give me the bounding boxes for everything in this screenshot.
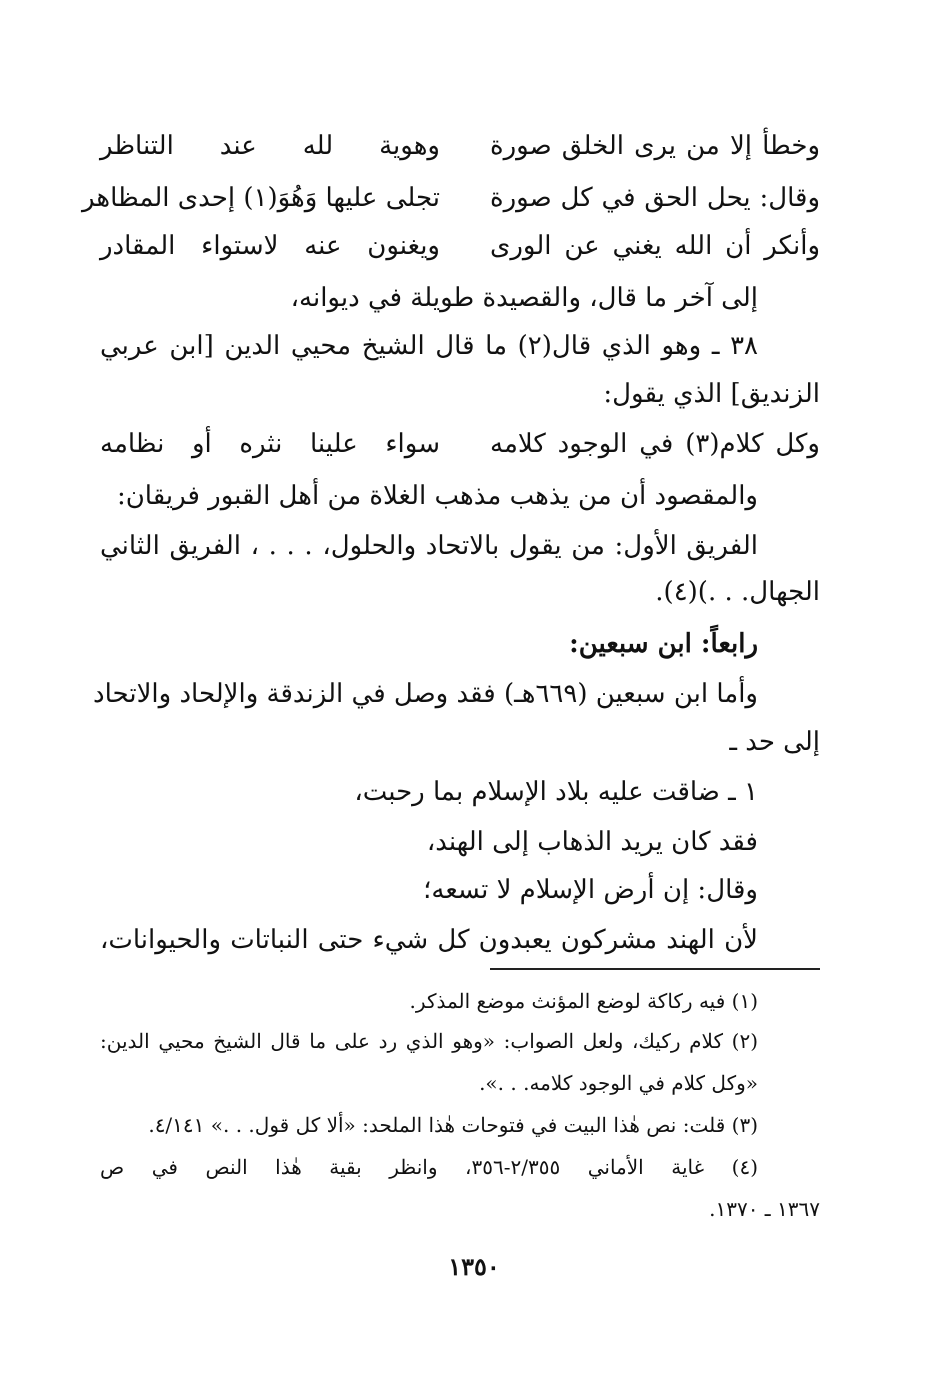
body-line: الفريق الأول: من يقول بالاتحاد والحلول، . . . ، الفريق الثاني: [100, 531, 758, 561]
verse-line: [100, 424, 820, 464]
body-line: الجهال. . .)(٤).: [655, 577, 820, 607]
verse-hemistich-second: ويغنون عنه لاستواء المقادر: [100, 231, 440, 261]
footnote: «وكل كلام في الوجود كلامه. . .».: [479, 1071, 758, 1095]
footnote: (٤) غاية الأماني ٢/٣٥٥-٣٥٦، وانظر بقية هٰذا النص في ص: [100, 1155, 758, 1179]
verse-hemistich-second: وهوية لله عند التناظر: [100, 131, 440, 161]
footnote-separator: [490, 968, 820, 970]
body-line: وأما ابن سبعين (٦٦٩هـ) فقد وصل في الزندقة والإلحاد والاتحاد: [93, 679, 758, 709]
page-number: ١٣٥٠: [448, 1252, 500, 1281]
body-line: ٣٨ ـ وهو الذي قال(٢) ما قال الشيخ محيي الدين [ابن عربي: [100, 331, 759, 361]
body-line: الزنديق] الذي يقول:: [603, 379, 820, 409]
footnote: ١٣٦٧ ـ ١٣٧٠.: [709, 1197, 820, 1221]
body-line: إلى آخر ما قال، والقصيدة طويلة في ديوانه،: [290, 283, 758, 313]
body-line: والمقصود أن من يذهب مذهب الغلاة من أهل القبور فريقان:: [116, 481, 758, 511]
footnote: (١) فيه ركاكة لوضع المؤنث موضع المذكر.: [409, 989, 758, 1013]
verse-hemistich-first: وخطأ إلا من يرى الخلق صورة: [490, 131, 820, 161]
list-item: فقد كان يريد الذهاب إلى الهند،: [426, 827, 758, 857]
verse-line: [82, 178, 820, 218]
verse-line: [100, 126, 820, 166]
verse-hemistich-second: سواء علينا نثره أو نظامه: [100, 429, 440, 459]
verse-hemistich-first: وقال: يحل الحق في كل صورة: [490, 183, 820, 213]
footnote: (٣) قلت: نص هٰذا البيت في فتوحات هٰذا الملحد: «ألا كل قول. . .» ٤/١٤١.: [148, 1113, 758, 1137]
verse-hemistich-second: تجلى عليها وَهُوَ(١) إحدى المظاهر: [82, 183, 440, 213]
footnote: (٢) كلام ركيك، ولعل الصواب: «وهو الذي رد على ما قال الشيخ محيي الدين:: [100, 1029, 758, 1053]
verse-hemistich-first: وأنكر أن الله يغني عن الورى: [490, 231, 820, 261]
verse-hemistich-first: وكل كلام(٣) في الوجود كلامه: [490, 429, 820, 459]
list-item: وقال: إن أرض الإسلام لا تسعه؛: [423, 875, 758, 905]
list-item: لأن الهند مشركون يعبدون كل شيء حتى النباتات والحيوانات،: [100, 925, 758, 955]
section-heading: رابعاً: ابن سبعين:: [569, 629, 758, 659]
body-line: إلى حد ـ: [729, 727, 820, 757]
verse-line: [100, 226, 820, 266]
list-item: ١ ـ ضاقت عليه بلاد الإسلام بما رحبت،: [354, 777, 758, 807]
